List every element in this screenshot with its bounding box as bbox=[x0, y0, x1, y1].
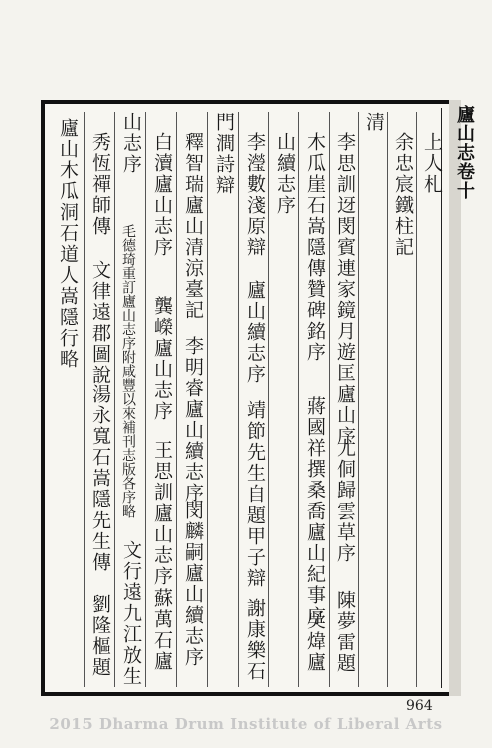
column-12-text-4: 劉隆樞題 bbox=[89, 594, 111, 678]
column-12-text: 秀恆禪師傳 bbox=[89, 132, 111, 237]
column-5-text-2: 蔣國祥撰桑喬廬山紀事序 bbox=[304, 396, 326, 627]
column-1-text: 上人札 bbox=[421, 132, 443, 195]
side-header: 廬山志卷十 bbox=[454, 105, 475, 200]
column-divider bbox=[416, 112, 417, 687]
column-13-text: 廬山木瓜洞石道人嵩隱行略 bbox=[57, 118, 79, 370]
column-4-text-3: 陳夢雷題 bbox=[334, 590, 356, 674]
column-10-text-2: 龔嶸廬山志序 bbox=[151, 296, 173, 422]
column-divider bbox=[207, 112, 208, 687]
column-divider bbox=[238, 112, 239, 687]
column-divider bbox=[387, 112, 388, 687]
column-divider bbox=[145, 112, 146, 687]
column-divider bbox=[298, 112, 299, 687]
column-10-text-4: 蘇萬石廬 bbox=[151, 588, 173, 672]
column-4-text-2: 尤侗歸雲草序 bbox=[334, 438, 356, 564]
column-6-text: 山續志序 bbox=[274, 132, 296, 216]
column-9-text: 釋智瑞廬山清涼臺記 bbox=[182, 132, 204, 321]
column-10-text: 白瀆廬山志序 bbox=[151, 132, 173, 258]
column-7-text-2: 廬山續志序 bbox=[244, 280, 266, 385]
column-divider bbox=[329, 112, 330, 687]
column-11-text: 山志序 bbox=[120, 112, 142, 175]
column-12-text-3: 湯永寬石嵩隱先生傳 bbox=[89, 384, 111, 573]
column-4-text: 李思訓迓閔賓連家鏡月遊匡廬山序 bbox=[334, 132, 356, 447]
column-divider bbox=[176, 112, 177, 687]
column-12-text-2: 文律遠郡圖說 bbox=[89, 260, 111, 386]
page-number: 964 bbox=[406, 698, 433, 714]
column-divider bbox=[268, 112, 269, 687]
column-divider bbox=[358, 112, 359, 687]
column-5-text-3: 吳煒廬 bbox=[304, 610, 326, 673]
column-divider bbox=[84, 112, 85, 687]
column-7-text-3: 靖節先生自題甲子辯 bbox=[244, 400, 266, 589]
column-divider bbox=[441, 108, 442, 688]
column-8-text: 門澗詩辯 bbox=[213, 112, 235, 196]
column-3-text: 清 bbox=[363, 112, 385, 133]
column-10-text-3: 王思訓廬山志序 bbox=[151, 440, 173, 587]
column-7-text-4: 謝康樂石 bbox=[244, 598, 266, 682]
column-9-text-2: 李明睿廬山續志序 bbox=[182, 336, 204, 504]
watermark: 2015 Dharma Drum Institute of Liberal Arts bbox=[49, 715, 443, 733]
column-11-text-2: 毛德琦重訂廬山志序附咸豐以來補刊志版各序略 bbox=[120, 224, 136, 518]
column-divider bbox=[114, 112, 115, 687]
column-2-text: 余忠宸鐵柱記 bbox=[392, 132, 414, 258]
column-7-text: 李瀅數淺原辯 bbox=[244, 132, 266, 258]
column-5-text: 木瓜崖石嵩隱傳贊碑銘序 bbox=[304, 132, 326, 363]
column-9-text-3: 閔麟嗣廬山續志序 bbox=[182, 500, 204, 668]
column-11-text-3: 文行遠九江放生 bbox=[120, 540, 142, 687]
